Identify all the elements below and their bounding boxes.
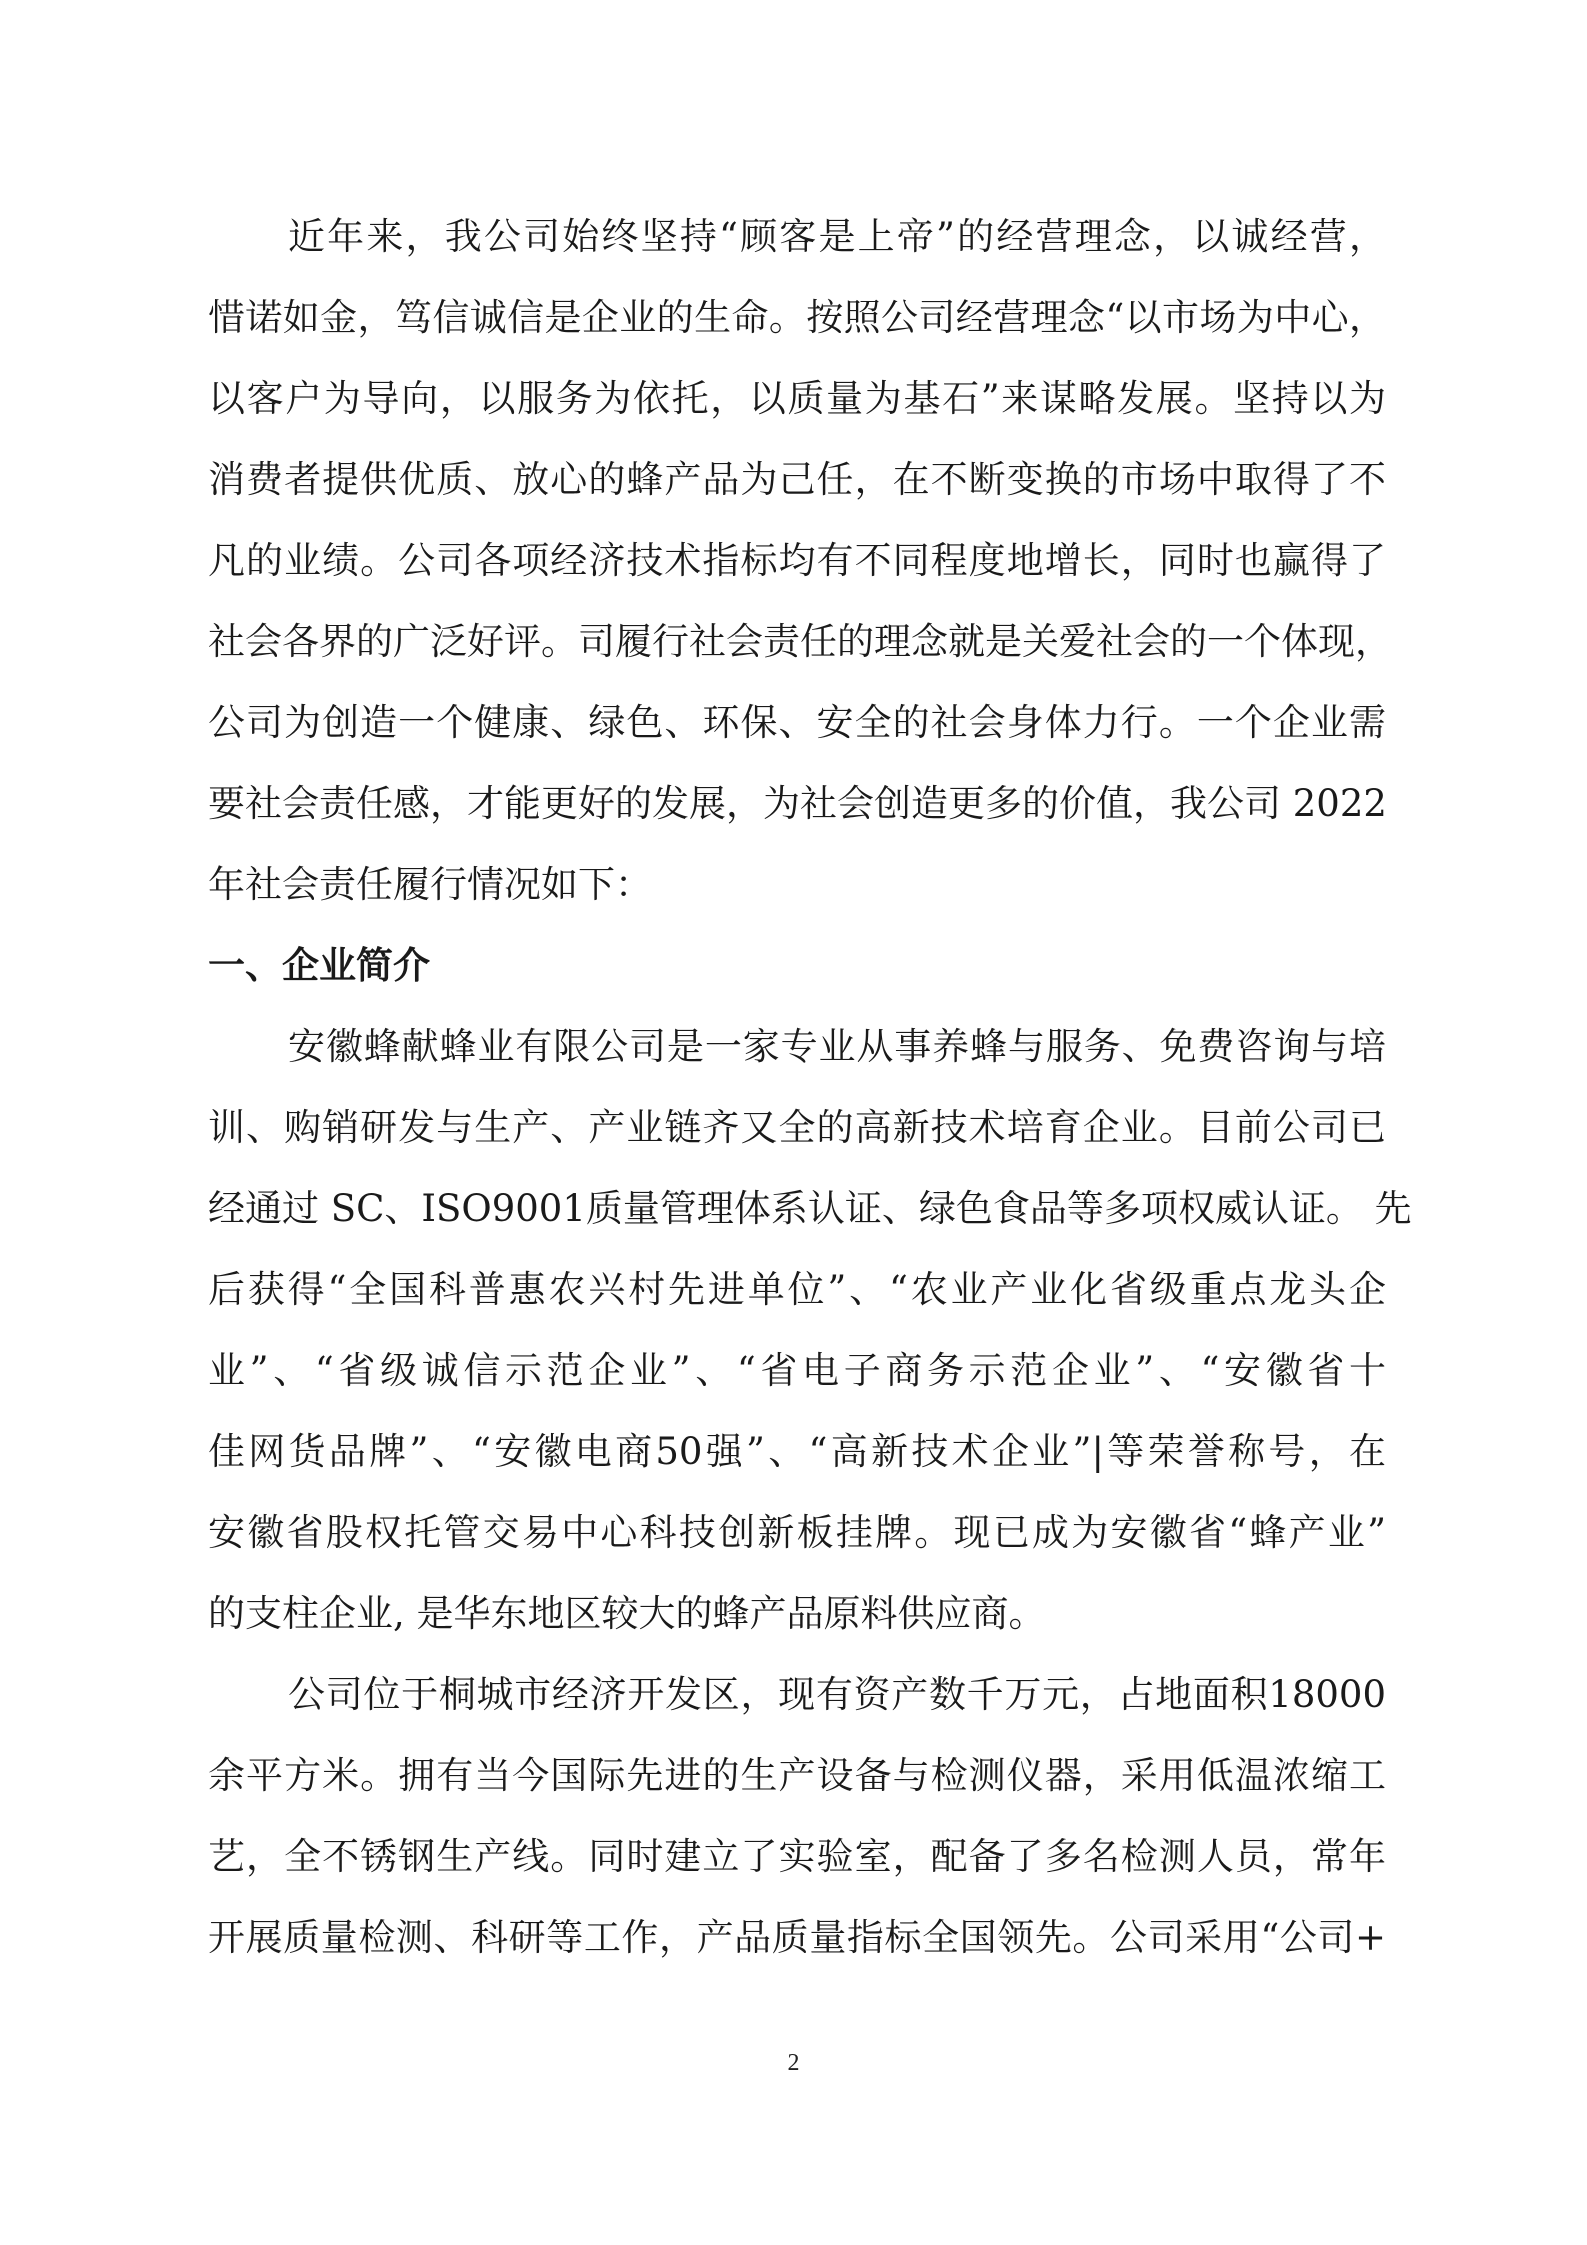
text-line: 要社会责任感，才能更好的发展，为社会创造更多的价值，我公司 2022 <box>208 782 1387 825</box>
text-line: 安徽蜂献蜂业有限公司是一家专业从事养蜂与服务、免费咨询与培 <box>288 1025 1386 1068</box>
document-body <box>208 196 1412 1978</box>
text-line: 年社会责任履行情况如下： <box>208 863 652 906</box>
paragraph-intro <box>208 196 1392 925</box>
paragraph-company <box>208 1006 1412 1654</box>
text-line: 近年来，我公司始终坚持“顾客是上帝”的经营理念，以诚经营， <box>288 215 1386 258</box>
text-line: 余平方米。拥有当今国际先进的生产设备与检测仪器，采用低温浓缩工 <box>208 1754 1386 1797</box>
text-line: 开展质量检测、科研等工作，产品质量指标全国领先。公司采用“公司+ <box>208 1916 1386 1959</box>
text-line: 佳网货品牌”、“安徽电商50强”、“高新技术企业”|等荣誉称号，在 <box>208 1430 1386 1473</box>
text-line: 以客户为导向，以服务为依托，以质量为基石”来谋略发展。坚持以为 <box>208 377 1386 420</box>
text-line: 消费者提供优质、放心的蜂产品为己任，在不断变换的市场中取得了不 <box>208 458 1386 501</box>
text-line: 安徽省股权托管交易中心科技创新板挂牌。现已成为安徽省“蜂产业” <box>208 1511 1386 1554</box>
text-line: 惜诺如金，笃信诚信是企业的生命。按照公司经营理念“以市场为中心， <box>208 296 1386 339</box>
page-number: 2 <box>787 2050 800 2076</box>
section-heading: 一、企业简介 <box>208 944 430 987</box>
text-line: 经通过 SC、ISO9001质量管理体系认证、绿色食品等多项权威认证。 先 <box>208 1187 1412 1230</box>
text-line: 社会各界的广泛好评。司履行社会责任的理念就是关爱社会的一个体现， <box>208 620 1392 663</box>
text-line: 公司位于桐城市经济开发区，现有资产数千万元，占地面积18000 <box>288 1673 1386 1716</box>
text-line: 艺，全不锈钢生产线。同时建立了实验室，配备了多名检测人员，常年 <box>208 1835 1386 1878</box>
text-line: 后获得“全国科普惠农兴村先进单位”、“农业产业化省级重点龙头企 <box>208 1268 1386 1311</box>
paragraph-location <box>208 1654 1386 1978</box>
text-line: 凡的业绩。公司各项经济技术指标均有不同程度地增长，同时也赢得了 <box>208 539 1386 582</box>
text-line: 公司为创造一个健康、绿色、环保、安全的社会身体力行。一个企业需 <box>208 701 1386 744</box>
text-line: 的支柱企业, 是华东地区较大的蜂产品原料供应商。 <box>208 1592 1046 1635</box>
text-line: 业”、“省级诚信示范企业”、“省电子商务示范企业”、“安徽省十 <box>208 1349 1386 1392</box>
text-line: 训、购销研发与生产、产业链齐又全的高新技术培育企业。目前公司已 <box>208 1106 1386 1149</box>
